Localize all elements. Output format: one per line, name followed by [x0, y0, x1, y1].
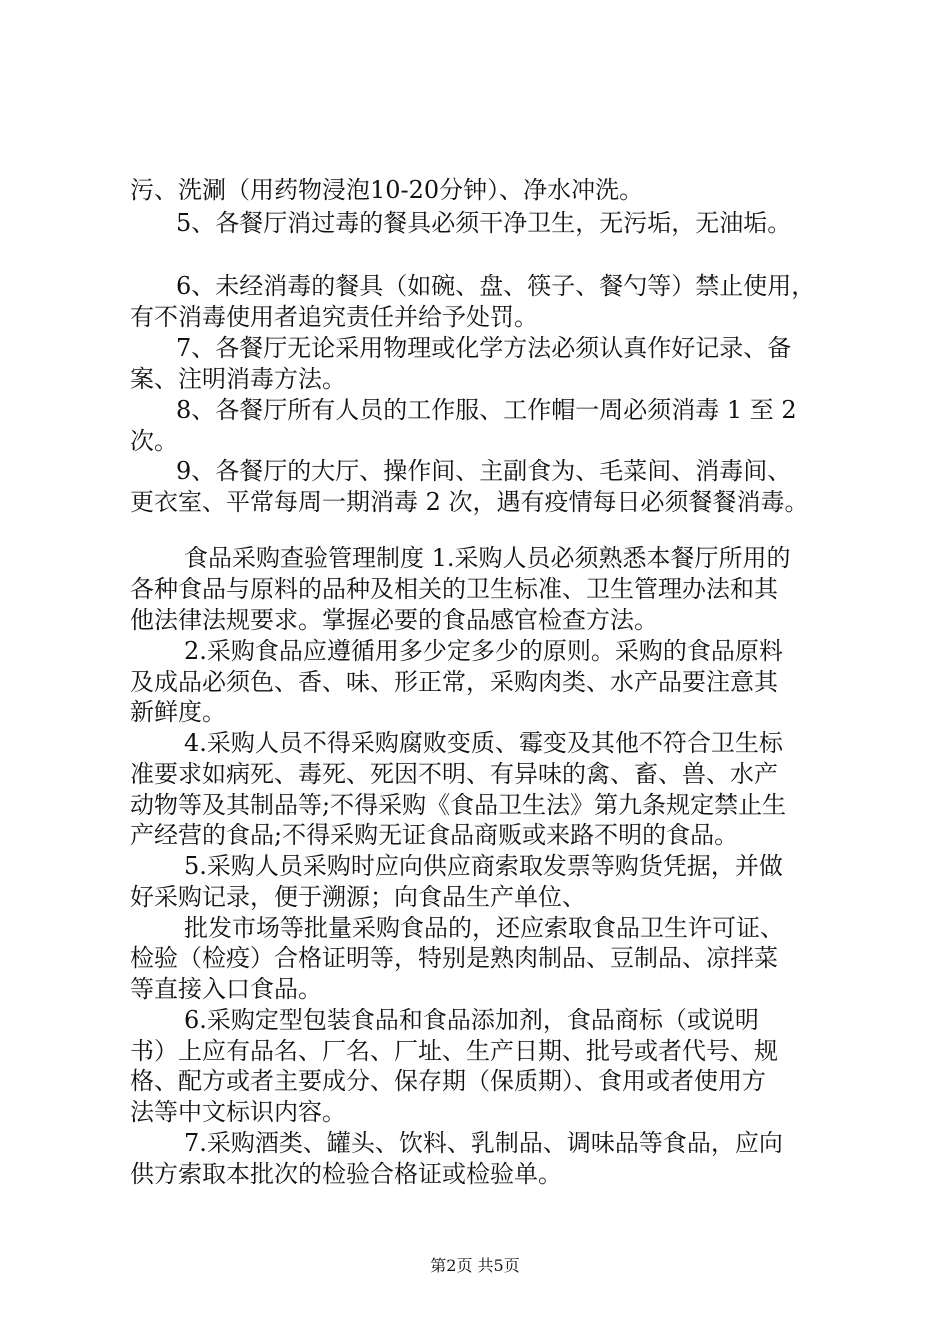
text-line: 案、注明消毒方法。 [130, 365, 346, 393]
text-line: 7、各餐厅无论采用物理或化学方法必须认真作好记录、备 [176, 334, 792, 362]
text-line: 2.采购食品应遵循用多少定多少的原则。采购的食品原料 [184, 637, 783, 665]
text-line: 有不消毒使用者追究责任并给予处罚。 [130, 303, 538, 331]
text-line: 食品采购查验管理制度 1.采购人员必须熟悉本餐厅所用的 [184, 544, 791, 572]
text-line: 供方索取本批次的检验合格证或检验单。 [130, 1160, 562, 1188]
text-line: 8、各餐厅所有人员的工作服、工作帽一周必须消毒 1 至 2 [176, 396, 797, 424]
text-line: 动物等及其制品等;不得采购《食品卫生法》第九条规定禁止生 [130, 791, 787, 819]
text-line: 等直接入口食品。 [130, 975, 322, 1003]
text-line: 各种食品与原料的品种及相关的卫生标准、卫生管理办法和其 [130, 575, 778, 603]
text-line: 格、配方或者主要成分、保存期（保质期）、食用或者使用方 [130, 1067, 766, 1095]
text-line: 书）上应有品名、厂名、厂址、生产日期、批号或者代号、规 [130, 1037, 778, 1065]
text-line: 更衣室、平常每周一期消毒 2 次，遇有疫情每日必须餐餐消毒。 [130, 488, 809, 516]
text-line: 准要求如病死、毒死、死因不明、有异味的禽、畜、兽、水产 [130, 760, 778, 788]
text-line: 检验（检疫）合格证明等，特别是熟肉制品、豆制品、凉拌菜 [130, 944, 778, 972]
text-line: 新鲜度。 [130, 698, 226, 726]
text-line: 9、各餐厅的大厅、操作间、主副食为、毛菜间、消毒间、 [176, 457, 792, 485]
text-line: 及成品必须色、香、味、形正常，采购肉类、水产品要注意其 [130, 668, 778, 696]
text-line: 产经营的食品;不得采购无证食品商贩或来路不明的食品。 [130, 821, 739, 849]
page-footer: 第2页 共5页 [430, 1256, 520, 1275]
text-line: 批发市场等批量采购食品的，还应索取食品卫生许可证、 [184, 914, 784, 942]
text-line: 5、各餐厅消过毒的餐具必须干净卫生，无污垢，无油垢。 [176, 209, 792, 237]
text-line: 好采购记录，便于溯源；向食品生产单位、 [130, 883, 586, 911]
text-line: 污、洗涮（用药物浸泡10-20分钟）、净水冲洗。 [130, 176, 644, 204]
text-line: 次。 [130, 427, 178, 455]
text-line: 4.采购人员不得采购腐败变质、霉变及其他不符合卫生标 [184, 729, 783, 757]
text-line: 他法律法规要求。掌握必要的食品感官检查方法。 [130, 606, 658, 634]
text-line: 7.采购酒类、罐头、饮料、乳制品、调味品等食品，应向 [184, 1129, 783, 1157]
text-line: 6.采购定型包装食品和食品添加剂，食品商标（或说明 [184, 1006, 759, 1034]
text-line: 6、未经消毒的餐具（如碗、盘、筷子、餐勺等）禁止使用， [176, 272, 816, 300]
text-line: 法等中文标识内容。 [130, 1098, 346, 1126]
text-line: 5.采购人员采购时应向供应商索取发票等购货凭据，并做 [184, 852, 783, 880]
